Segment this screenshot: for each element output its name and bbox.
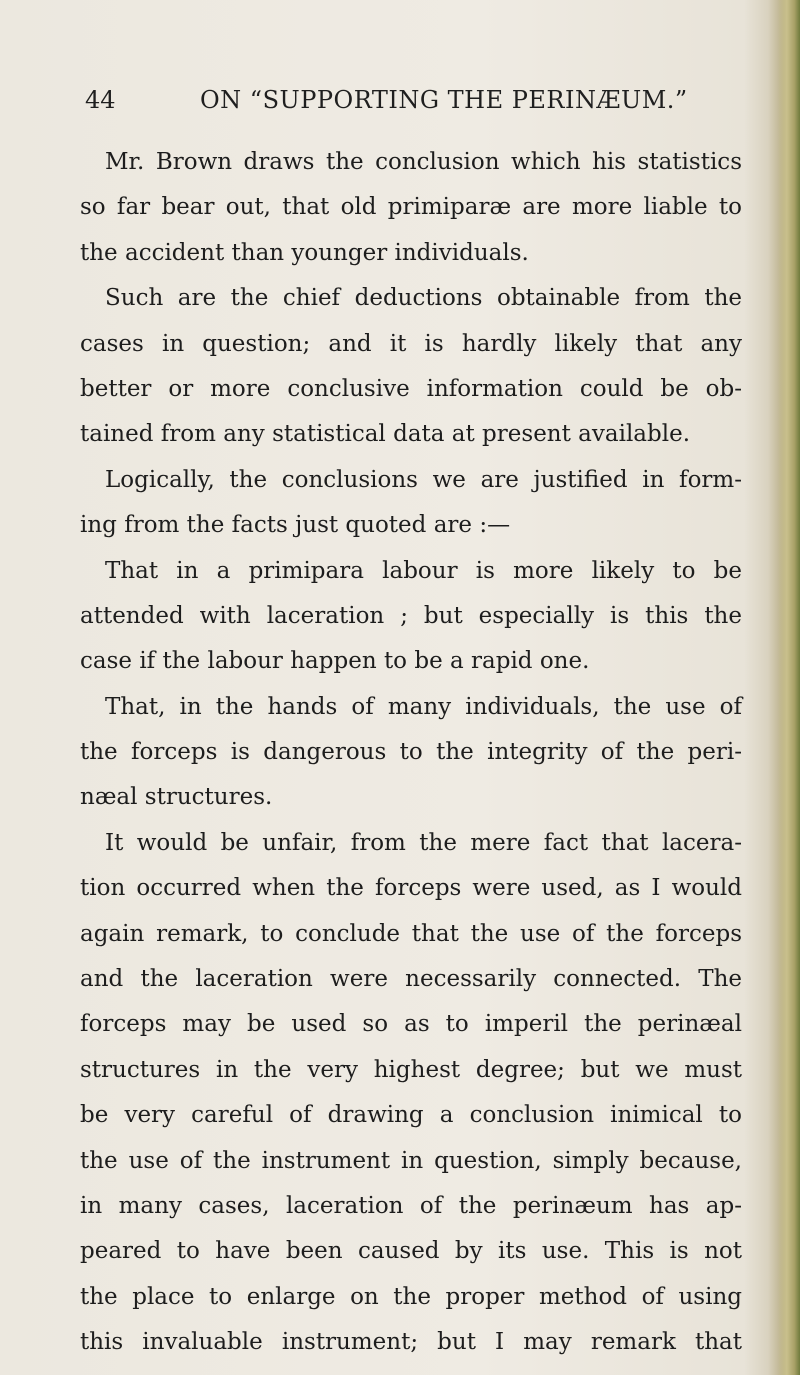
text-line: tion occurred when the forceps were used, as I would xyxy=(80,875,742,902)
text-line: tained from any statistical data at present available. xyxy=(80,421,691,448)
text-line: and the laceration were necessarily connected. The xyxy=(80,966,742,993)
text-line: It would be unfair, from the mere fact that lacera- xyxy=(105,829,742,856)
text-line: ing from the facts just quoted are :— xyxy=(80,512,511,539)
text-line: attended with laceration ; but especially is this the xyxy=(80,602,742,629)
text-line: Logically, the conclusions we are justified in form- xyxy=(105,466,742,493)
text-line: cases in question; and it is hardly likely that any xyxy=(80,330,742,357)
page-edge xyxy=(778,0,800,1375)
text-line: peared to have been caused by its use. This is not xyxy=(80,1238,742,1265)
text-line: case if the labour happen to be a rapid one. xyxy=(80,648,590,675)
running-title: ON “SUPPORTING THE PERINÆUM.” xyxy=(200,86,688,114)
text-line: structures in the very highest degree; but we must xyxy=(80,1056,742,1083)
text-line: the accident than younger individuals. xyxy=(80,239,529,266)
text-line: the forceps is dangerous to the integrity of the peri- xyxy=(80,739,742,766)
text-line: be very careful of drawing a conclusion inimical to xyxy=(80,1102,742,1129)
text-line: Such are the chief deductions obtainable from the xyxy=(105,285,742,312)
text-line: That, in the hands of many individuals, the use of xyxy=(105,693,742,720)
text-line: forceps may be used so as to imperil the perinæal xyxy=(80,1011,742,1038)
page-header xyxy=(85,86,745,126)
text-line: the use of the instrument in question, simply because, xyxy=(80,1147,742,1174)
text-line: this invaluable instrument; but I may remark that xyxy=(80,1329,742,1356)
text-line: næal structures. xyxy=(80,784,273,811)
text-line: Mr. Brown draws the conclusion which his statistics xyxy=(105,149,742,175)
text-line: better or more conclusive information could be ob- xyxy=(80,375,742,402)
text-line: so far bear out, that old primiparæ are more liable to xyxy=(80,194,742,221)
page-number: 44 xyxy=(85,86,116,114)
text-line: That in a primipara labour is more likely to be xyxy=(105,557,742,584)
text-line: again remark, to conclude that the use of the forceps xyxy=(80,920,742,947)
body-text xyxy=(80,140,742,1366)
text-line: the place to enlarge on the proper method of using xyxy=(80,1283,742,1310)
text-line: in many cases, laceration of the perinæum has ap- xyxy=(80,1192,742,1219)
